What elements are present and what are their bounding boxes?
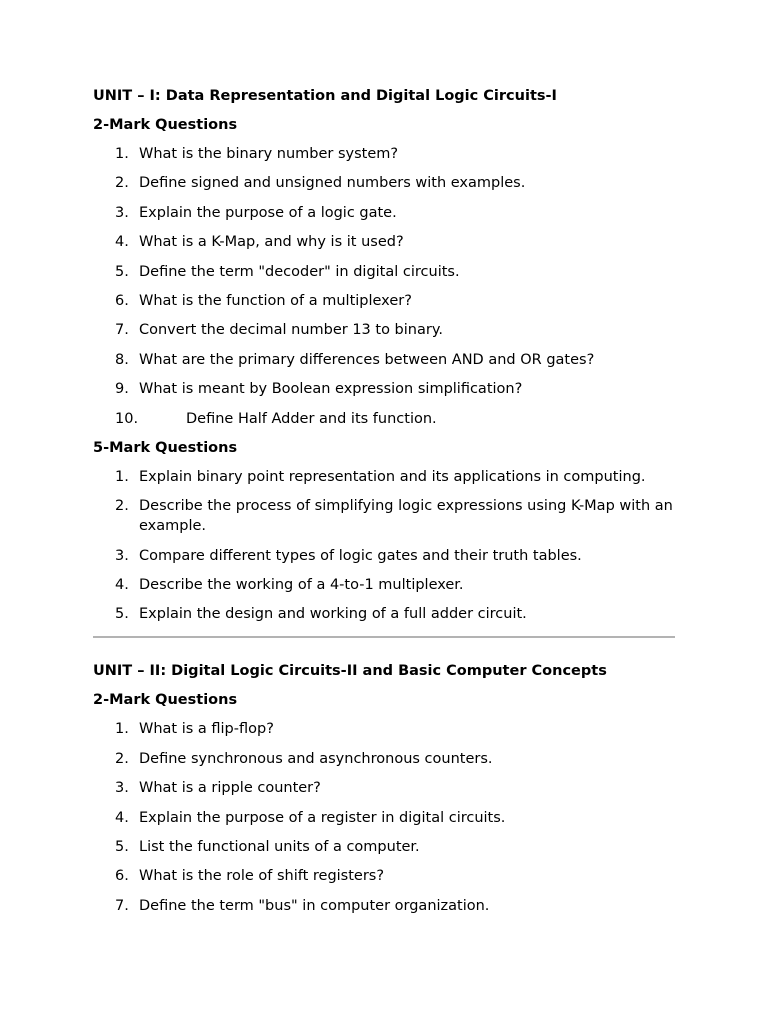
unit-2-section <box>93 661 675 915</box>
item-number: 7. <box>115 322 129 339</box>
question-text: Explain the design and working of a full adder circuit. <box>139 606 527 623</box>
item-number: 8. <box>115 351 129 368</box>
question-text: What is a ripple counter? <box>139 780 321 797</box>
unit-1-five-mark-heading: 5-Mark Questions <box>93 439 238 456</box>
item-number: 5. <box>115 839 129 856</box>
question-text: Explain binary point representation and its applications in computing. <box>139 468 646 485</box>
item-number: 3. <box>115 780 129 797</box>
item-number: 5. <box>115 606 129 623</box>
question-text: Convert the decimal number 13 to binary. <box>139 322 443 339</box>
list-item <box>93 896 675 916</box>
question-text: What is a K-Map, and why is it used? <box>139 234 404 251</box>
item-number: 2. <box>115 175 129 192</box>
question-text: What is the role of shift registers? <box>139 868 385 885</box>
list-item <box>93 719 675 739</box>
list-item <box>93 320 675 340</box>
item-number: 6. <box>115 868 129 885</box>
list-item <box>93 604 675 624</box>
question-text: Define signed and unsigned numbers with examples. <box>139 175 526 192</box>
unit-1-five-mark-list <box>93 467 675 625</box>
list-item <box>93 575 675 595</box>
list-item <box>93 749 675 769</box>
document-page <box>93 86 675 925</box>
item-number: 1. <box>115 721 129 738</box>
question-text: Describe the process of simplifying logic expressions using K-Map with an example. <box>139 498 673 535</box>
question-text: What are the primary differences between AND and OR gates? <box>139 351 595 368</box>
item-number: 3. <box>115 547 129 564</box>
question-text: Define Half Adder and its function. <box>186 410 437 427</box>
list-item <box>93 808 675 828</box>
item-number: 4. <box>115 234 129 251</box>
item-number: 4. <box>115 809 129 826</box>
list-item <box>93 409 675 429</box>
list-item <box>93 546 675 566</box>
item-number: 4. <box>115 577 129 594</box>
item-number: 9. <box>115 381 129 398</box>
question-text: Define the term "bus" in computer organization. <box>139 897 490 914</box>
list-item <box>93 866 675 886</box>
question-text: What is meant by Boolean expression simplification? <box>139 381 523 398</box>
section-divider <box>93 636 675 638</box>
item-number: 2. <box>115 750 129 767</box>
unit-1-title: UNIT – I: Data Representation and Digital Logic Circuits-I <box>93 88 557 104</box>
list-item <box>93 778 675 798</box>
item-number: 1. <box>115 468 129 485</box>
list-item <box>93 467 675 487</box>
list-item <box>93 837 675 857</box>
unit-2-two-mark-heading: 2-Mark Questions <box>93 692 238 709</box>
question-text: What is a flip-flop? <box>139 721 274 738</box>
item-number: 3. <box>115 204 129 221</box>
list-item <box>93 232 675 252</box>
item-number: 7. <box>115 897 129 914</box>
unit-2-title: UNIT – II: Digital Logic Circuits-II and Basic Computer Concepts <box>93 663 607 680</box>
question-text: Explain the purpose of a register in digital circuits. <box>139 809 506 826</box>
unit-1-two-mark-list <box>93 144 675 429</box>
question-text: List the functional units of a computer. <box>139 839 420 856</box>
item-number: 1. <box>115 146 129 162</box>
question-text: Describe the working of a 4-to-1 multiplexer. <box>139 577 464 594</box>
question-text: What is the binary number system? <box>139 146 399 162</box>
list-item <box>93 173 675 193</box>
question-text: Define synchronous and asynchronous counters. <box>139 750 493 767</box>
list-item <box>93 291 675 311</box>
item-number: 10. <box>115 410 139 427</box>
unit-1-section <box>93 86 675 624</box>
question-text: Define the term "decoder" in digital circuits. <box>139 263 460 280</box>
question-text: What is the function of a multiplexer? <box>139 292 412 309</box>
list-item <box>93 262 675 282</box>
item-number: 5. <box>115 263 129 280</box>
list-item <box>93 144 675 164</box>
unit-2-two-mark-list <box>93 719 675 915</box>
list-item <box>93 350 675 370</box>
unit-1-two-mark-heading: 2-Mark Questions <box>93 117 238 133</box>
item-number: 2. <box>115 498 129 515</box>
question-text: Compare different types of logic gates and their truth tables. <box>139 547 582 564</box>
list-item <box>93 379 675 399</box>
question-text: Explain the purpose of a logic gate. <box>139 204 397 221</box>
list-item <box>93 203 675 223</box>
item-number: 6. <box>115 292 129 309</box>
list-item <box>93 496 675 536</box>
